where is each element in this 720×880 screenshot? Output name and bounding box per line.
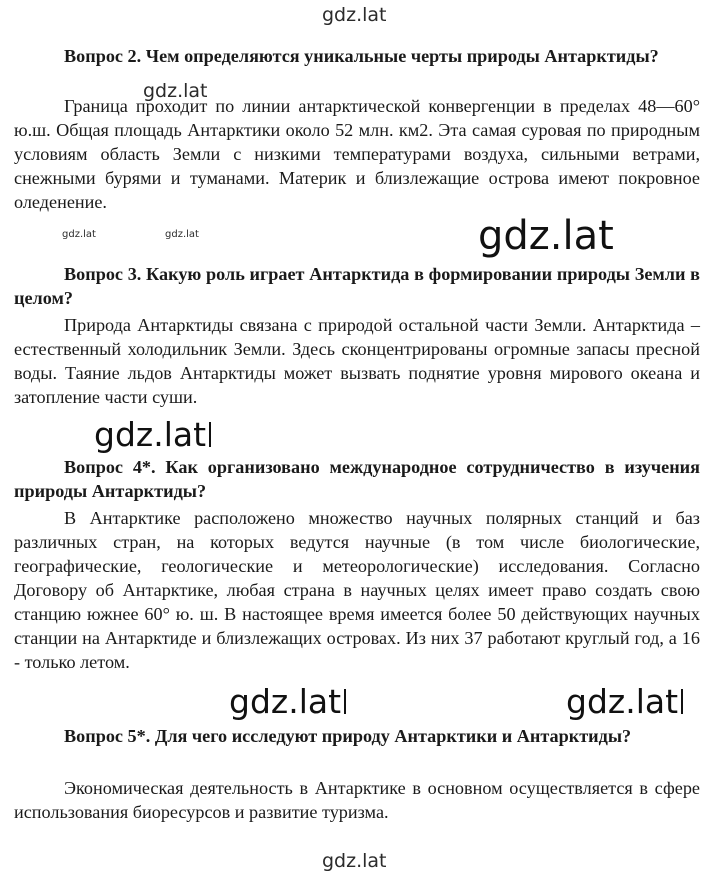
watermark-mid-left [94,415,211,454]
watermark-top: gdz.lat [322,4,387,26]
watermark-inline: gdz.lat [143,80,208,102]
cursor-bar-icon [681,689,683,715]
question-4-answer: В Антарктике расположено множество научных полярных станций и баз различных стран, на которых ведутся научные (в том числе биологические, географические, геологические и метеорологические) исследования. Согласно Договору об Антарктике, любая страна в научных целях имеет право создать свою станцию южнее 60° ю. ш. В настоящее время имеется более 50 действующих научных станции на Антарктиде и близлежащих островах. Из них 37 работают круглый год, а 16 - только летом. [14,508,700,672]
cursor-bar-icon [209,422,211,448]
watermark-lower-left-text: gdz.lat [229,682,342,721]
question-2-heading: Вопрос 2. Чем определяются уникальные черты природы Антарктиды? [64,46,659,66]
question-2-answer: Граница проходит по линии антарктической конвергенции в пределах 48—60° ю.ш. Общая площадь Антарктики около 52 млн. км2. Эта самая суровая по природным условиям область Земли с низкими температурами воздуха, сильными ветрами, снежными бурями и туманами. Материк и близлежащие острова имеют покровное оледенение. [14,96,700,212]
question-3-answer: Природа Антарктиды связана с природой остальной части Земли. Антарктида – естественный холодильник Земли. Здесь сконцентрированы огромные запасы пресной воды. Таяние льдов Антарктиды может вызвать поднятие уровня мирового океана и затопление части суши. [14,315,700,407]
cursor-bar-icon [344,689,346,715]
question-5-answer: Экономическая деятельность в Антарктике в основном осуществляется в сфере использования биоресурсов и развитие туризма. [14,778,700,822]
watermark-tiny-left: gdz.lat [62,229,96,240]
watermark-bottom: gdz.lat [322,850,387,872]
watermark-mid-left-text: gdz.lat [94,415,207,454]
watermark-lower-right [566,682,685,721]
question-5-heading: Вопрос 5*. Для чего исследуют природу Антарктики и Антарктиды? [64,726,632,746]
watermark-tiny-middle: gdz.lat [165,229,199,240]
question-3-heading: Вопрос 3. Какую роль играет Антарктида в формировании природы Земли в целом? [14,264,700,308]
watermark-lower-right-text: gdz.lat [566,682,679,721]
watermark-large-right: gdz.lat [478,213,614,259]
watermark-lower-left [229,682,348,721]
question-4-heading: Вопрос 4*. Как организовано международное сотрудничество в изучения природы Антарктиды? [14,457,700,501]
